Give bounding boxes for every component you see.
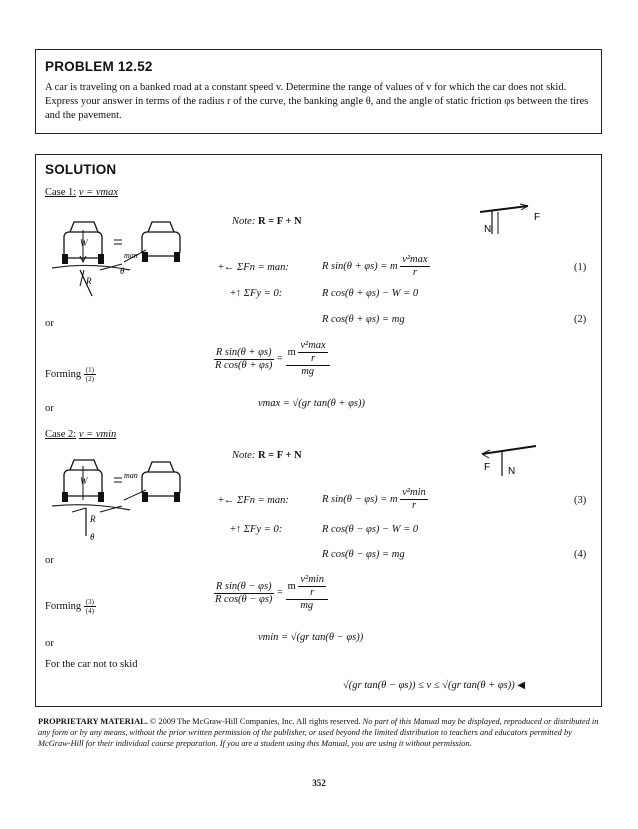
case1-forming-frac-den: (2) [85, 375, 94, 383]
c2-w-label: W [80, 476, 88, 486]
case2-ratio-r-num-top: v²min [300, 574, 324, 585]
case2-sum-y: +↑ ΣFy = 0: [230, 524, 283, 535]
case2-eqy: R cos(θ − φs) − W = 0 [322, 524, 419, 535]
case1-or2: or [45, 403, 54, 414]
c1-f-label: F [534, 212, 541, 223]
case1-sketch [50, 210, 210, 310]
case1-corner-sketch [476, 198, 546, 238]
case2-result: vmin = √(gr tan(θ − φs)) [258, 632, 364, 643]
case2-note-label: Note: [232, 450, 256, 461]
c2-theta-label: θ [90, 532, 95, 542]
case2-forming-label: Forming [45, 600, 82, 612]
case2-ratio-den: R cos(θ − φs) [215, 593, 273, 605]
case1-ratio-num: R sin(θ + φs) [215, 346, 272, 358]
case1-note-eq: R = F + N [257, 216, 302, 227]
case1-sum-n: +← ΣFn = man: [218, 262, 289, 273]
final-answer [343, 680, 525, 691]
case2-heading [45, 428, 116, 442]
case2-eq3-number: (3) [574, 495, 587, 506]
case1-ratio-r-num-top: v²max [300, 340, 326, 351]
case1-ratio-den: R cos(θ + φs) [215, 359, 273, 371]
case1-heading [45, 186, 118, 200]
c2-r-label: R [90, 514, 96, 524]
case2-sketch [50, 456, 210, 556]
c1-theta-label: θ [120, 266, 125, 276]
c2-man-label: man [124, 471, 138, 480]
case2-or1: or [45, 555, 54, 566]
c2-f-label: F [484, 462, 491, 473]
case2-note-eq: R = F + N [257, 450, 302, 461]
solution-title: SOLUTION [45, 162, 117, 177]
final-answer-text: √(gr tan(θ − φs)) ≤ v ≤ √(gr tan(θ + φs)) [343, 680, 515, 691]
case1-eq1-frac-num: v²max [402, 254, 428, 265]
c1-w-label: W [80, 238, 88, 248]
case2-sum-y-text: ΣFy = 0: [243, 524, 283, 535]
case1-note-label: Note: [232, 216, 256, 227]
c1-man-label: man [124, 251, 138, 260]
case2-forming-frac-num: (3) [85, 598, 94, 606]
c2-n-label: N [508, 466, 516, 477]
case1-eqy: R cos(θ + φs) − W = 0 [322, 288, 419, 299]
problem-title: PROBLEM 12.52 [45, 59, 153, 74]
case1-forming-frac-num: (1) [85, 366, 94, 374]
case2-ratio-r-num-bot: r [310, 587, 315, 598]
case2-eq3-frac-num: v²min [402, 487, 426, 498]
c1-r-label: R [86, 276, 92, 286]
footer-permission: No part of this Manual may be displayed, reproduced or distributed in any form or by any means, without the prior written permission of the publisher, or used beyond the limited distribution to teachers and educators permitted by McGraw-Hill for their individual course preparation. If you are a student using this Manual, you are using it without permission. [38, 717, 599, 748]
case2-eq3-text: R sin(θ − φs) = m [322, 493, 398, 505]
case2-ratio: $\frac{\text{R sin(θ − φs)}}{\text{R cos(θ − φs)}}$ = m $\frac{\text{v²min}}{r}$ mg [213, 574, 328, 612]
footer-bold: PROPRIETARY MATERIAL. [38, 717, 148, 726]
case1-sum-n-text: ΣFn = man: [237, 262, 289, 273]
case1-ratio: $\frac{\text{R sin(θ + φs)}}{\text{R cos(θ + φs)}}$ = m $\frac{\text{v²max}}{r}$ mg [213, 340, 330, 378]
case1-ratio-r-den: mg [301, 366, 315, 377]
case1-eq1-frac-den: r [412, 267, 417, 278]
page-number: 352 [312, 778, 326, 788]
answer-marker-icon: ◀ [517, 680, 526, 691]
case1-or1: or [45, 318, 54, 329]
case2-eq3-frac-den: r [411, 500, 417, 511]
case2-corner-sketch [476, 440, 546, 480]
case1-eq1 [322, 254, 430, 279]
case2-or2: or [45, 638, 54, 649]
problem-statement: A car is traveling on a banked road at a constant speed v. Determine the range of values of v for which the car does not skid. Express your answer in terms of the radius r of the curve, the banking angle θ, and the angle of static friction φs between the tires and the pavement. [45, 82, 589, 121]
case2-eq3 [322, 487, 428, 512]
case1-eq2-number: (2) [574, 314, 587, 325]
case2-forming [45, 598, 96, 615]
case1-eq1-text: R sin(θ + φs) = m [322, 260, 398, 272]
case2-condition: v = vmin [78, 429, 117, 440]
case2-sum-n: +← ΣFn = man: [218, 495, 289, 506]
case2-ratio-r-den: mg [300, 600, 314, 611]
case1-sum-y-text: ΣFy = 0: [243, 288, 283, 299]
case1-result: vmax = √(gr tan(θ + φs)) [258, 398, 366, 409]
copyright-notice [38, 716, 600, 749]
case1-ratio-r-num-bot: r [311, 353, 316, 364]
conclusion-label: For the car not to skid [45, 659, 138, 670]
case1-note [232, 216, 302, 227]
case1-forming-label: Forming [45, 368, 82, 380]
case1-forming [45, 366, 96, 383]
case1-eq1-number: (1) [574, 262, 587, 273]
footer-copyright: © 2009 The McGraw-Hill Companies, Inc. All rights reserved. [149, 717, 361, 726]
case1-condition: v = vmax [78, 187, 118, 198]
case2-ratio-num: R sin(θ − φs) [215, 580, 272, 592]
case1-eq2: R cos(θ + φs) = mg [322, 314, 405, 325]
case2-eq4-number: (4) [574, 549, 587, 560]
case2-label: Case 2: [45, 429, 77, 440]
c1-n-label: N [484, 224, 492, 235]
case2-forming-frac-den: (4) [85, 607, 94, 615]
case1-label: Case 1: [45, 187, 77, 198]
problem-box [35, 49, 602, 134]
case2-eq4: R cos(θ − φs) = mg [322, 549, 405, 560]
case2-sum-n-text: ΣFn = man: [237, 495, 289, 506]
case2-note [232, 450, 302, 461]
case1-sum-y: +↑ ΣFy = 0: [230, 288, 283, 299]
